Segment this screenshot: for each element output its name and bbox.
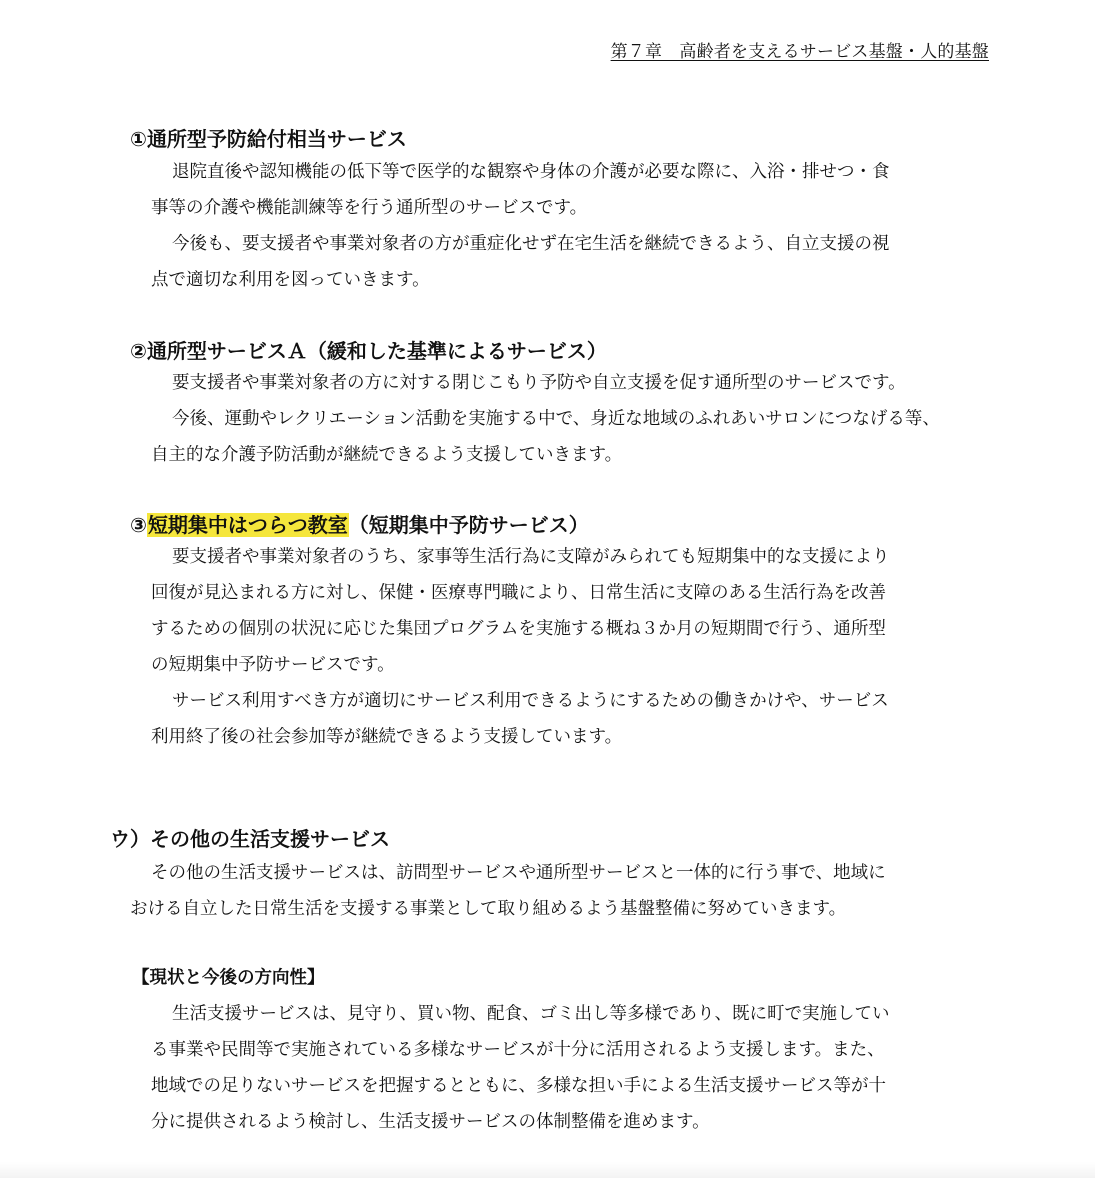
section-2-title: 通所型サービスＡ（緩和した基準によるサービス） xyxy=(146,339,607,363)
section-3-number: ③ xyxy=(130,513,147,537)
section-1-title: 通所型予防給付相当サービス xyxy=(146,127,407,151)
section-4-subsection xyxy=(0,965,1095,991)
sub-heading-current-direction: 【現状と今後の方向性】 xyxy=(132,968,325,988)
section-3-line-5: サービス利用すべき方が適切にサービス利用できるようにするための働きかけや、サービス xyxy=(172,691,889,711)
section-1-line-2: 事等の介護や機能訓練等を行う通所型のサービスです。 xyxy=(151,198,588,218)
section-2-line-1: 要支援者や事業対象者の方に対する閉じこもり予防や自立支援を促す通所型のサービスです。 xyxy=(172,373,906,393)
section-4-heading: ウ）その他の生活支援サービス xyxy=(110,827,390,851)
section-3-line-3: するための個別の状況に応じた集団プログラムを実施する概ね３か月の短期間で行う、通所型 xyxy=(151,619,886,639)
running-header: 第７章 高齢者を支えるサービス基盤・人的基盤 xyxy=(610,42,989,62)
section-3-line-4: の短期集中予防サービスです。 xyxy=(151,655,395,675)
section-2-line-3: 自主的な介護予防活動が継続できるよう支援していきます。 xyxy=(151,445,623,465)
section-4-line-1: その他の生活支援サービスは、訪問型サービスや通所型サービスと一体的に行う事で、地域に xyxy=(151,863,886,883)
section-3-title-rest: （短期集中予防サービス） xyxy=(348,513,589,537)
section-2-line-2: 今後、運動やレクリエーション活動を実施する中で、身近な地域のふれあいサロンにつなげる等、 xyxy=(172,409,940,429)
section-1-number: ① xyxy=(130,127,147,151)
section-2-heading xyxy=(0,337,1095,365)
section-2-number: ② xyxy=(130,339,147,363)
section-4-line-2: おける自立した日常生活を支援する事業として取り組めるよう基盤整備に努めていきます。 xyxy=(130,899,847,919)
section-3-line-1: 要支援者や事業対象者のうち、家事等生活行為に支障がみられても短期集中的な支援により xyxy=(172,547,890,567)
sub-line-1: 生活支援サービスは、見守り、買い物、配食、ゴミ出し等多様であり、既に町で実施してい xyxy=(172,1004,890,1024)
section-1-line-1: 退院直後や認知機能の低下等で医学的な観察や身体の介護が必要な際に、入浴・排せつ・食 xyxy=(172,162,890,182)
sub-line-3: 地域での足りないサービスを把握するとともに、多様な担い手による生活支援サービス等が十 xyxy=(151,1076,886,1096)
section-1-heading xyxy=(0,125,1095,153)
page-bottom-edge xyxy=(0,1162,1095,1178)
section-1 xyxy=(0,125,1095,153)
section-2 xyxy=(0,337,1095,365)
sub-line-2: る事業や民間等で実施されている多様なサービスが十分に活用されるよう支援します。また、 xyxy=(151,1040,885,1060)
section-3 xyxy=(0,511,1095,539)
section-3-heading xyxy=(0,511,1095,539)
section-3-title-highlighted: 短期集中はつらつ教室 xyxy=(147,513,348,537)
section-3-line-6: 利用終了後の社会参加等が継続できるよう支援しています。 xyxy=(151,727,623,747)
section-3-line-2: 回復が見込まれる方に対し、保健・医療専門職により、日常生活に支障のある生活行為を改善 xyxy=(151,583,886,603)
sub-line-4: 分に提供されるよう検討し、生活支援サービスの体制整備を進めます。 xyxy=(151,1112,710,1132)
section-1-line-4: 点で適切な利用を図っていきます。 xyxy=(151,270,430,290)
section-1-line-3: 今後も、要支援者や事業対象者の方が重症化せず在宅生活を継続できるよう、自立支援の視 xyxy=(172,234,890,254)
section-4 xyxy=(0,825,1095,853)
